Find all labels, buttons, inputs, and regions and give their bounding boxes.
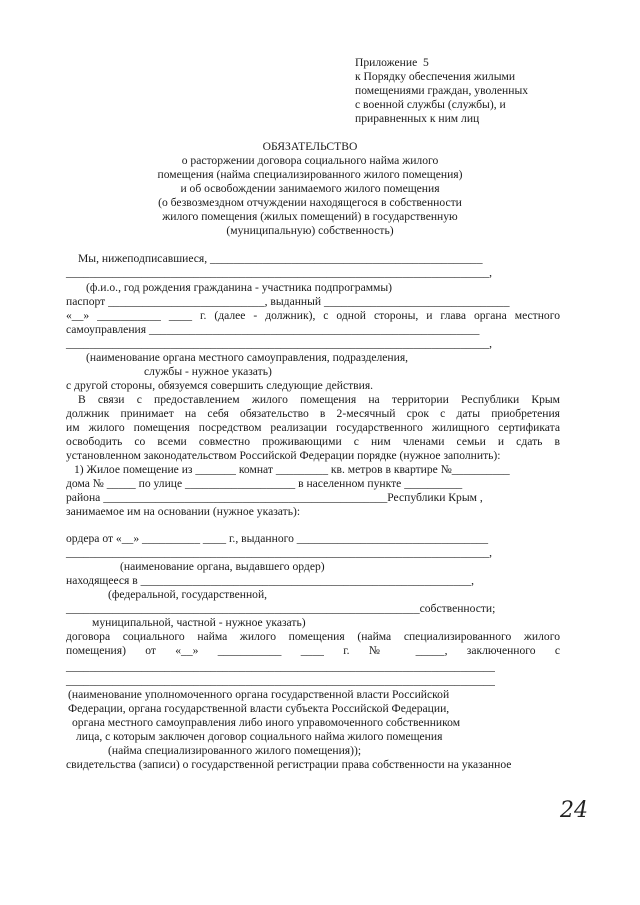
body-line: установленном законодательством Российской Федерации порядке (нужное заполнить): xyxy=(66,449,501,462)
body-line: В связи с предоставлением жилого помещения на территории Республики Крым xyxy=(78,393,560,406)
body-line: «__» ___________ ____ г. (далее - должник), с одной стороны, и глава органа местного xyxy=(66,309,560,322)
caption-line: лица, с которым заключен договор социального найма жилого помещения xyxy=(76,730,443,743)
caption-line: органа местного самоуправления либо иного управомоченного собственником xyxy=(72,716,461,729)
title-line: (муниципальную) собственность) xyxy=(226,224,394,237)
title-line: (о безвозмездном отчуждении находящегося в собственности xyxy=(158,196,462,209)
body-line: _________________________________________________________________________, xyxy=(66,337,493,350)
document-title: ОБЯЗАТЕЛЬСТВО xyxy=(262,140,358,153)
body-line: занимаемое им на основании (нужное указать): xyxy=(66,505,301,518)
title-line: жилого помещения (жилых помещений) в государственную xyxy=(162,210,458,223)
caption-line: Федерации, органа государственной власти субъекта Российской Федерации, xyxy=(68,702,450,715)
body-line: им жилого помещения посредством реализации государственного жилищного сертификата xyxy=(66,421,560,434)
appendix-line: помещениями граждан, уволенных xyxy=(355,84,529,97)
body-line: ордера от «__» __________ ____ г., выданного _________________________________ xyxy=(66,532,489,545)
caption-line: (наименование уполномоченного органа государственной власти Российской xyxy=(68,688,450,701)
body-line: _________________________________________________________________________, xyxy=(66,266,493,279)
body-line: должник принимает на себя обязательство в 2-месячный срок с даты приобретения xyxy=(66,407,560,420)
body-line: паспорт ___________________________, выданный ________________________________ xyxy=(66,295,510,308)
caption-line: (наименование органа местного самоуправления, подразделения, xyxy=(86,351,409,364)
appendix-line: с военной службы (службы), и xyxy=(355,98,506,111)
body-line: помещения) от «__» ___________ ____ г. № _____, заключенного с xyxy=(66,644,560,657)
caption-line: службы - нужное указать) xyxy=(144,365,272,378)
body-line: 1) Жилое помещение из _______ комнат _________ кв. метров в квартире №__________ xyxy=(74,463,510,476)
body-line: __________________________________________________________________________ xyxy=(66,660,495,673)
body-line: Мы, нижеподписавшиеся, _______________________________________________ xyxy=(78,252,483,265)
appendix-line: к Порядку обеспечения жилыми xyxy=(355,70,516,83)
body-line: _________________________________________________________________________, xyxy=(66,546,493,559)
body-line: _____________________________________________________________собственности; xyxy=(66,602,496,615)
appendix-line: приравненных к ним лиц xyxy=(355,112,480,125)
appendix-line: Приложение 5 xyxy=(355,56,429,69)
caption-line: муниципальной, частной - нужное указать) xyxy=(92,616,306,629)
caption-line: (ф.и.о., год рождения гражданина - участника подпрограммы) xyxy=(86,281,393,294)
body-line: с другой стороны, обязуемся совершить следующие действия. xyxy=(66,379,374,392)
body-line: свидетельства (записи) о государственной регистрации права собственности на указанное xyxy=(66,758,512,771)
title-line: о расторжении договора социального найма жилого xyxy=(181,154,439,167)
body-line: находящееся в _________________________________________________________, xyxy=(66,574,474,587)
caption-line: (федеральной, государственной, xyxy=(108,588,268,601)
body-line: дома № _____ по улице ___________________ в населенном пункте __________ xyxy=(66,477,463,490)
body-line: __________________________________________________________________________ xyxy=(66,674,495,687)
body-line: освободить со всеми совместно проживающими с ним членами семьи и сдать в xyxy=(66,435,560,448)
body-line: договора социального найма жилого помещения (найма специализированного жилого xyxy=(66,630,560,643)
caption-line: (наименование органа, выдавшего ордер) xyxy=(120,560,325,573)
title-line: и об освобождении занимаемого жилого помещения xyxy=(180,182,440,195)
body-line: самоуправления _________________________________________________________ xyxy=(66,323,480,336)
body-line: района _________________________________________________Республики Крым , xyxy=(66,491,483,504)
title-line: помещения (найма специализированного жилого помещения) xyxy=(157,168,463,181)
handwritten-page-number: 24 xyxy=(560,798,588,823)
caption-line: (найма специализированного жилого помещения)); xyxy=(108,744,362,757)
